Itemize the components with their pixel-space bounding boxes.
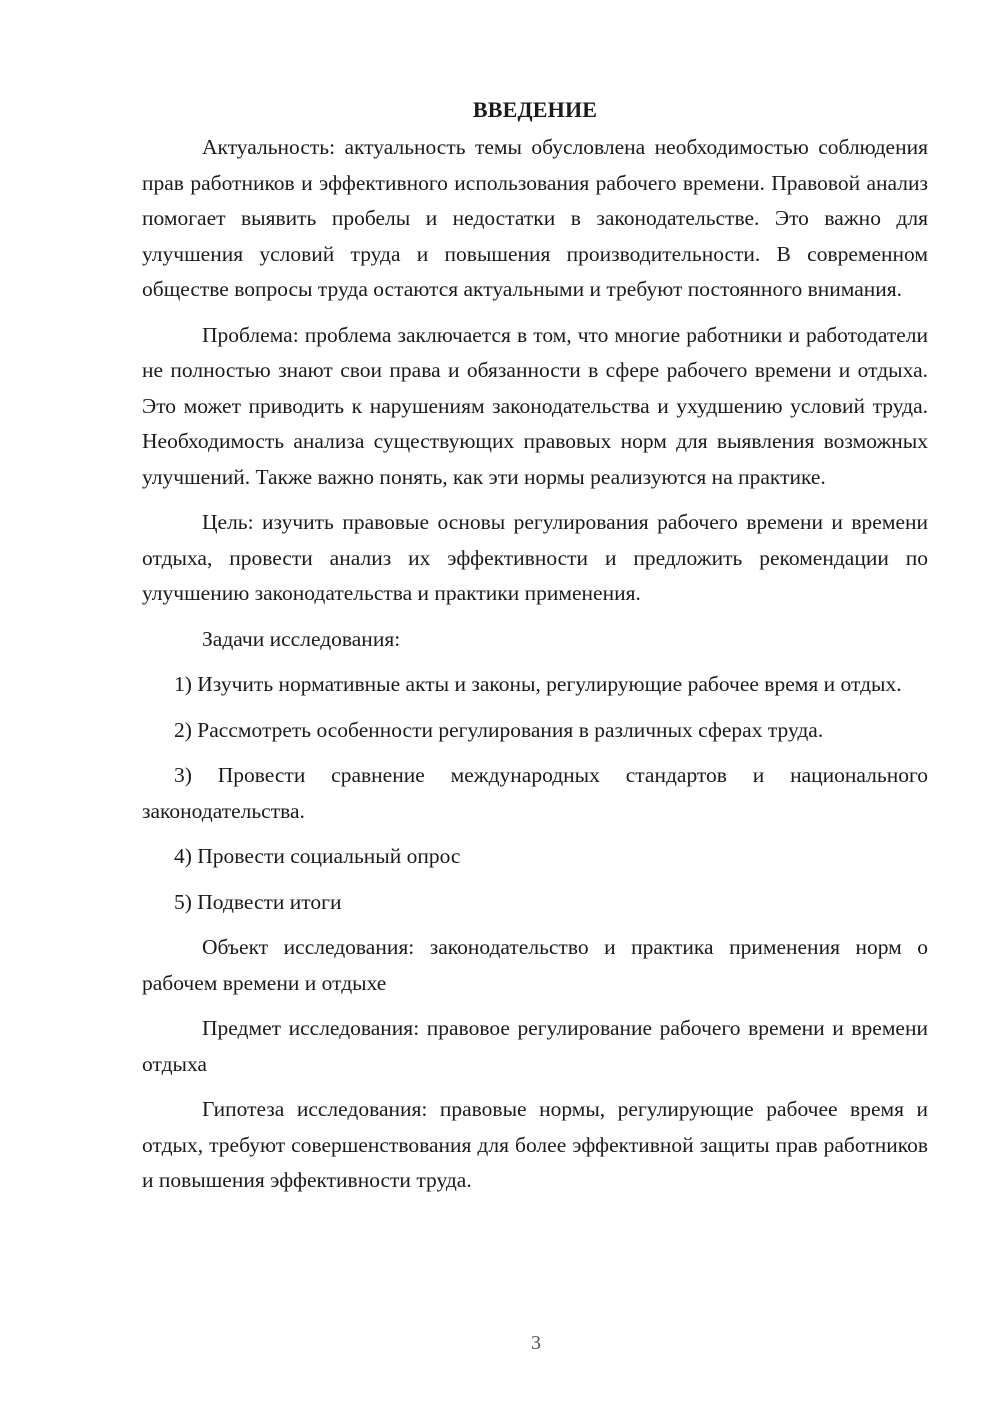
task-item-4: 4) Провести социальный опрос (174, 844, 461, 868)
page-number: 3 (531, 1332, 541, 1354)
paragraph-problem: Проблема: проблема заключается в том, что многие работники и работодатели не полностью знают свои права и обязанности в сфере рабочего времени и отдыха. Это может приводить к нарушениям законодательства и ухудшению условий труда. Необходимость анализа существующих правовых норм для выявления возможных улучшений. Также важно понять, как эти нормы реализуются на практике. (142, 322, 928, 489)
paragraph-relevance: Актуальность: актуальность темы обусловлена необходимостью соблюдения прав работников и эффективного использования рабочего времени. Правовой анализ помогает выявить пробелы и недостатки в законодательстве. Это важно для улучшения условий труда и повышения производительности. В современном обществе вопросы труда остаются актуальными и требуют постоянного внимания. (142, 135, 928, 301)
paragraph-subject: Предмет исследования: правовое регулирование рабочего времени и времени отдыха (142, 1016, 928, 1076)
paragraph-hypothesis: Гипотеза исследования: правовые нормы, регулирующие рабочее время и отдых, требуют совершенствования для более эффективной защиты прав работников и повышения эффективности труда. (142, 1097, 928, 1192)
document-page (142, 92, 928, 1209)
paragraph-object: Объект исследования: законодательство и практика применения норм о рабочем времени и отдыхе (142, 935, 928, 995)
task-item-3: 3) Провести сравнение международных стандартов и национального законодательства. (142, 763, 928, 823)
paragraph-goal: Цель: изучить правовые основы регулирования рабочего времени и времени отдыха, провести анализ их эффективности и предложить рекомендации по улучшению законодательства и практики применения. (142, 510, 928, 605)
task-item-5: 5) Подвести итоги (174, 889, 342, 914)
tasks-heading: Задачи исследования: (202, 626, 401, 651)
page-title: ВВЕДЕНИЕ (472, 97, 598, 122)
task-item-1: 1) Изучить нормативные акты и законы, регулирующие рабочее время и отдых. (174, 672, 902, 696)
task-item-2: 2) Рассмотреть особенности регулирования в различных сферах труда. (174, 717, 824, 742)
